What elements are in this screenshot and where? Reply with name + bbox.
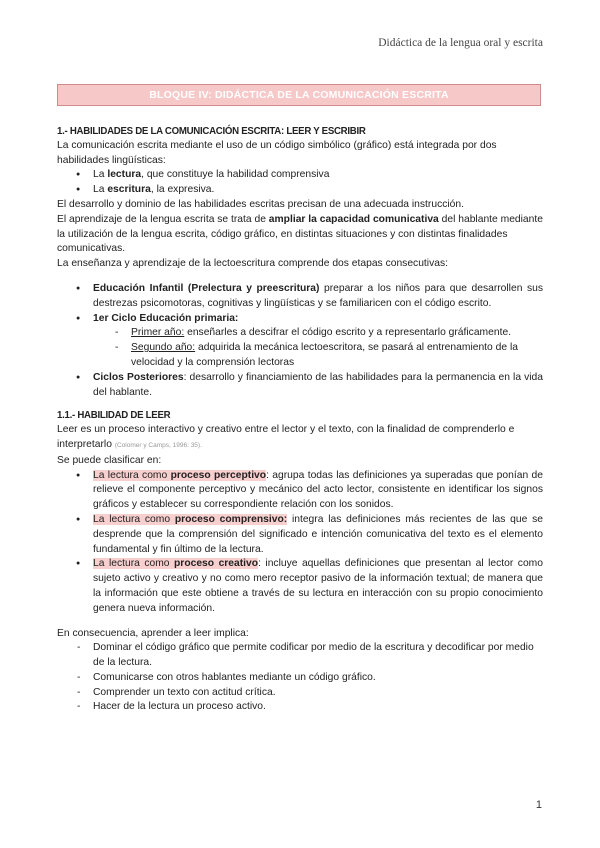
paragraph: Se puede clasificar en: (57, 454, 162, 466)
page-number: 1 (535, 799, 542, 811)
list-item: ● La lectura como proceso perceptivo: agrupa todas las definiciones ya superadas que ponían de relieve el componente perceptivo y mecánico del acto lector, consistente en identificar los signos gráficos y establecer su correspondiente relación con los sonidos. (57, 469, 543, 513)
paragraph: La enseñanza y aprendizaje de la lectoescritura comprende dos etapas consecutivas: (57, 258, 448, 270)
paragraph: Leer es un proceso interactivo y creativo entre el lector y el texto, con la finalidad de comprenderlo e interpretarlo (Colomer y Camps, 1996: 35). (57, 424, 515, 450)
list-item: ● 1er Ciclo Educación primaria: (57, 312, 543, 327)
list-item: - Dominar el código gráfico que permite codificar por medio de la escritura y decodificar por medio de la lectura. (57, 641, 543, 671)
paragraph: El desarrollo y dominio de las habilidades escritas precisan de una adecuada instrucción. (57, 198, 464, 210)
page-content (57, 124, 543, 715)
paragraph: La comunicación escrita mediante el uso de un código simbólico (gráfico) está integrada por dos habilidades lingüísticas: (57, 139, 497, 166)
citation: (Colomer y Camps, 1996: 35). (114, 441, 202, 449)
section-heading: 1.- HABILIDADES DE LA COMUNICACIÓN ESCRITA: LEER Y ESCRIBIR (57, 125, 366, 137)
list-item: ● Ciclos Posteriores: desarrollo y financiamiento de las habilidades para la permanencia en la vida del hablante. (57, 371, 543, 401)
list-item: ● La lectura como proceso comprensivo: integra las definiciones más recientes de las que se desprende que la comprensión del significado e intención comunicativa del texto es el elemento fundamental y fin último de la lectura. (57, 513, 543, 557)
block-title-banner: BLOQUE IV: DIDÁCTICA DE LA COMUNICACIÓN ESCRITA (57, 84, 541, 106)
list-item: ● La lectura, que constituye la habilidad comprensiva (57, 168, 543, 183)
sub-list-item: - Segundo año: adquirida la mecánica lectoescritora, se pasará al entrenamiento de la velocidad y la comprensión lectoras (57, 341, 543, 371)
paragraph: En consecuencia, aprender a leer implica: (57, 627, 249, 639)
list-item: ● Educación Infantil (Prelectura y preescritura) preparar a los niños para que desarrollen sus destrezas psicomotoras, cognitivas y lingüísticas y se familiaricen con el código escrito. (57, 282, 543, 312)
running-header: Didáctica de la lengua oral y escrita (378, 37, 543, 49)
section-heading: 1.1.- HABILIDAD DE LEER (57, 409, 171, 422)
list-item: - Comunicarse con otros hablantes mediante un código gráfico. (57, 671, 543, 686)
list-item: ● La lectura como proceso creativo: incluye aquellas definiciones que presentan al lector como sujeto activo y creativo y no como mero receptor pasivo de la información textual; de manera que la información que este obtiene a través de su lectura en interacción con su propio conocimiento genera nueva información. (57, 557, 543, 616)
list-item: - Comprender un texto con actitud crítica. (57, 686, 543, 701)
sub-list-item: - Primer año: enseñarles a descifrar el código escrito y a representarlo gráficamente. (57, 326, 543, 341)
list-item: - Hacer de la lectura un proceso activo. (57, 700, 543, 715)
paragraph: El aprendizaje de la lengua escrita se trata de ampliar la capacidad comunicativa del hablante mediante la utilización de la lengua escrita, código gráfico, en distintas situaciones y con distintas finalidades comunicativas. (57, 213, 543, 255)
list-item: ● La escritura, la expresiva. (57, 183, 543, 198)
